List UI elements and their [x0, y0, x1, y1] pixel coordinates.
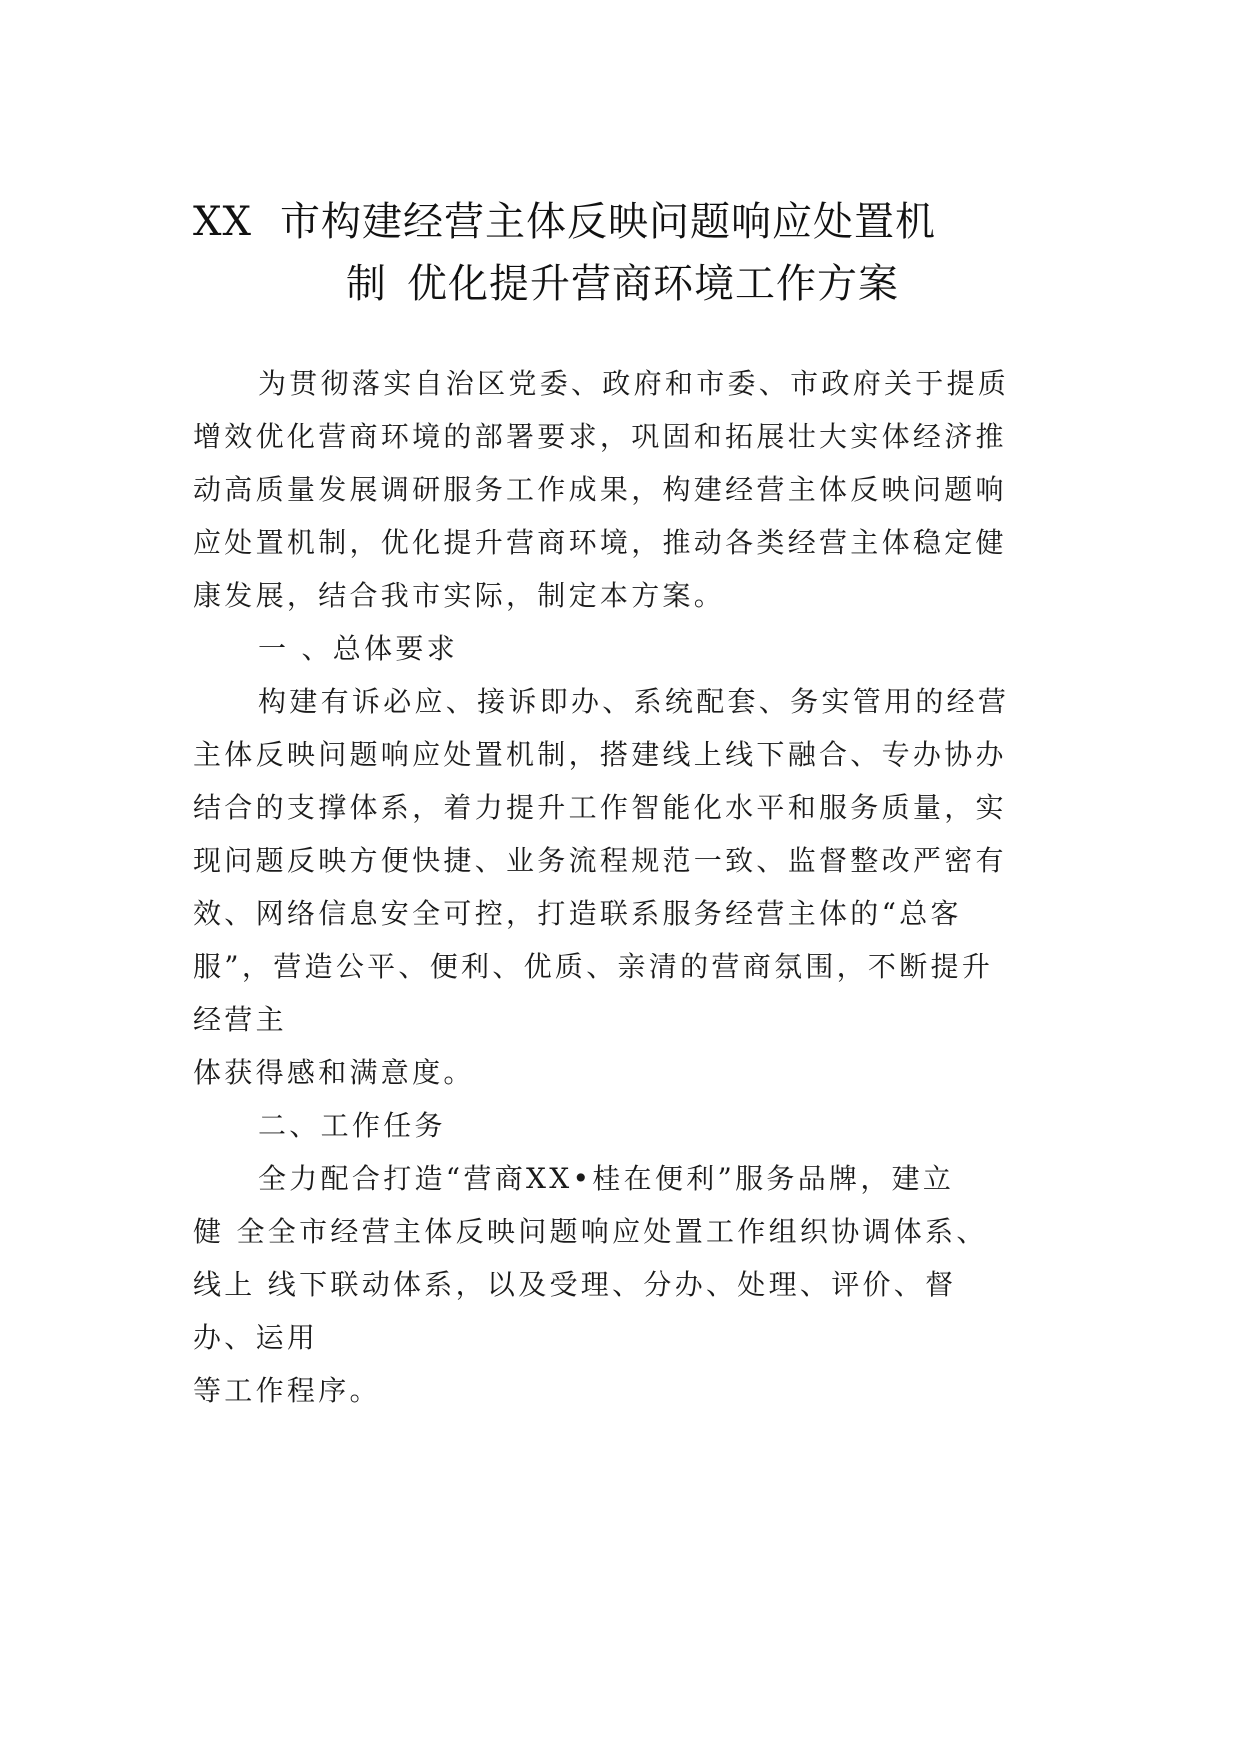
paragraph-line: 等工作程序。 [193, 1374, 381, 1407]
paragraph-line: 主体反映问题响应处置机制，搭建线上线下融合、专办协办 [193, 738, 1007, 771]
paragraph-line: 增效优化营商环境的部署要求，巩固和拓展壮大实体经济推 [193, 420, 1007, 453]
title-prefix: XX [193, 199, 252, 245]
paragraph-line: 服”，营造公平、便利、优质、亲清的营商氛围，不断提升 [193, 950, 994, 983]
paragraph-line: 构建有诉必应、接诉即办、系统配套、务实管用的经营 [258, 685, 1010, 718]
paragraph-line: 健 全全市经营主体反映问题响应处置工作组织协调体系、 [193, 1215, 988, 1248]
paragraph-line: 办、运用 [193, 1321, 319, 1354]
title-text-2b: 优化提升营商环境工作方案 [407, 261, 899, 307]
document-title-line-1 [193, 190, 936, 247]
document-title-line-2 [346, 252, 899, 309]
section-heading: 一 、总体要求 [258, 632, 459, 665]
paragraph-line: 线上 线下联动体系，以及受理、分办、处理、评价、督 [193, 1268, 957, 1301]
title-text-2a: 制 [346, 261, 387, 307]
paragraph-line: 为贯彻落实自治区党委、政府和市委、市政府关于提质 [258, 367, 1010, 400]
section-heading: 二、工作任务 [258, 1109, 446, 1142]
paragraph-line: 现问题反映方便快捷、业务流程规范一致、监督整改严密有 [193, 844, 1007, 877]
paragraph-line: 全力配合打造“营商XX•桂在便利”服务品牌，建立 [258, 1162, 955, 1195]
paragraph-line: 经营主 [193, 1003, 287, 1036]
paragraph-line: 康发展，结合我市实际，制定本方案。 [193, 579, 726, 612]
paragraph-line: 结合的支撑体系，着力提升工作智能化水平和服务质量，实 [193, 791, 1007, 824]
paragraph-line: 体获得感和满意度。 [193, 1056, 475, 1089]
paragraph-line: 动高质量发展调研服务工作成果，构建经营主体反映问题响 [193, 473, 1007, 506]
title-text-1: 市构建经营主体反映问题响应处置机 [279, 199, 936, 245]
paragraph-line: 应处置机制，优化提升营商环境，推动各类经营主体稳定健 [193, 526, 1007, 559]
paragraph-line: 效、网络信息安全可控，打造联系服务经营主体的“总客 [193, 897, 962, 930]
